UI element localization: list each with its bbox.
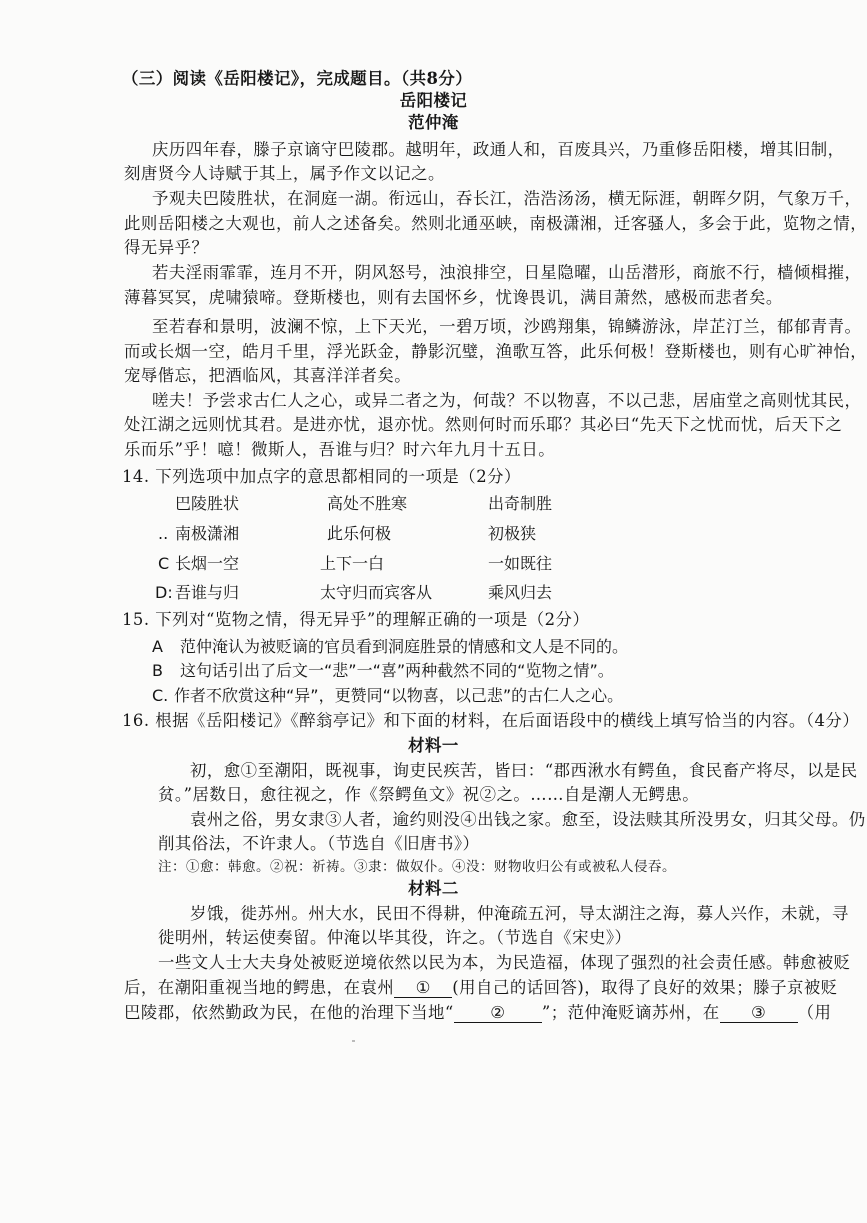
q14-choice: 出奇制胜 (488, 494, 553, 513)
material1-line: 初，愈①至潮阳，既视事，询吏民疾苦，皆曰：“郡西湫水有鳄鱼，食民畜产将尽，以是民 (190, 761, 858, 780)
essay-line: 刻唐贤今人诗赋于其上，属予作文以记之。 (124, 164, 445, 183)
q15-option-label: A (152, 637, 163, 656)
q14-choice: 太守归而宾客从 (320, 583, 433, 602)
essay-line: 而或长烟一空，皓月千里，浮光跃金，静影沉璧，渔歌互答，此乐何极！登斯楼也，则有心旷神怡， (124, 342, 867, 361)
q14-choice: 此乐何极 (327, 524, 392, 543)
essay-line: 处江湖之远则忧其君。是进亦忧，退亦忧。然则何时而乐耶？其必曰“先天下之忧而忧，后天下之 (124, 415, 843, 434)
q14-option-label: .. (158, 524, 169, 543)
material1-line: 削其俗法，不许隶人。（节选自《旧唐书》） (158, 834, 480, 853)
q15-option-label: B (152, 661, 163, 680)
q14-choice: 长烟一空 (175, 554, 240, 573)
essay-line: 得无异乎？ (124, 238, 209, 257)
q14-choice: 初极狭 (488, 524, 537, 543)
q16-stem: 16. 根据《岳阳楼记》《醉翁亭记》和下面的材料，在后面语段中的横线上填写恰当的内容。（4分） (122, 711, 860, 730)
q15-stem: 15. 下列对“览物之情，得无异乎”的理解正确的一项是（2分） (122, 610, 590, 629)
q16-text: （用 (797, 1003, 832, 1022)
essay-line: 乐而乐”乎！噫！微斯人，吾谁与归？时六年九月十五日。 (124, 440, 556, 459)
scan-speck (352, 1040, 355, 1042)
answer-blank-1[interactable]: ① (394, 979, 452, 998)
material2-line: 岁饿，徙苏州。州大水，民田不得耕，仲淹疏五河，导太湖注之海，募人兴作，未就，寻 (190, 904, 849, 923)
material2-line: 徙明州，转运使奏留。仲淹以毕其役，许之。（节选自《宋史》） (158, 928, 632, 947)
essay-line: 此则岳阳楼之大观也，前人之述备矣。然则北通巫峡，南极潇湘，迁客骚人，多会于此，览物之情， (124, 214, 867, 233)
q16-paragraph-line (124, 977, 838, 999)
answer-blank-2[interactable]: ② (454, 1004, 542, 1023)
q16-text: 后，在潮阳重视当地的鳄患，在袁州 (124, 978, 395, 997)
essay-line: 若夫淫雨霏霏，连月不开，阴风怒号，浊浪排空，日星隐曜，山岳潜形，商旅不行，樯倾楫摧， (152, 263, 862, 282)
answer-blank-3[interactable]: ③ (720, 1004, 798, 1023)
q15-option-text: 这句话引出了后文一“悲”一“喜”两种截然不同的“览物之情”。 (180, 661, 614, 680)
q15-option-text: 范仲淹认为被贬谪的官员看到洞庭胜景的情感和文人是不同的。 (180, 637, 629, 656)
q14-choice: 南极潇湘 (175, 524, 240, 543)
q15-option-text: 作者不欣赏这种“异”，更赞同“以物喜，以己悲”的古仁人之心。 (174, 686, 624, 705)
q14-choice: 吾谁与归 (175, 583, 240, 602)
material1-line: 袁州之俗，男女隶③人者，逾约则没④出钱之家。愈至，设法赎其所没男女，归其父母。仍 (190, 810, 866, 829)
essay-author: 范仲淹 (408, 113, 459, 132)
q16-paragraph-line (124, 1002, 831, 1024)
material1-line: 贫。”居数日，愈往视之，作《祭鳄鱼文》祝②之。……自是潮人无鳄患。 (158, 785, 700, 804)
q14-choice: 一如既往 (488, 554, 553, 573)
q14-option-label: D: (155, 583, 173, 602)
q14-choice: 巴陵胜状 (175, 494, 240, 513)
section-header: （三）阅读《岳阳楼记》，完成题目。（共8分） (122, 69, 473, 88)
q16-text: 巴陵郡，依然勤政为民，在他的治理下当地“ (124, 1003, 454, 1022)
essay-line: 庆历四年春，滕子京谪守巴陵郡。越明年，政通人和，百废具兴，乃重修岳阳楼，增其旧制， (152, 140, 845, 159)
essay-line: 予观夫巴陵胜状，在洞庭一湖。衔远山，吞长江，浩浩汤汤，横无际涯，朝晖夕阴，气象万千， (152, 189, 862, 208)
q16-text: (用自己的话回答)，取得了良好的效果；滕子京被贬 (452, 978, 838, 997)
q14-choice: 乘风归去 (488, 583, 553, 602)
essay-title: 岳阳楼记 (399, 91, 468, 110)
material1-note: 注：①愈：韩愈。②祝：祈祷。③隶：做奴仆。④没：财物收归公有或被私人侵吞。 (158, 859, 676, 875)
essay-line: 至若春和景明，波澜不惊，上下天光，一碧万顷，沙鸥翔集，锦鳞游泳，岸芷汀兰，郁郁青青。 (152, 317, 862, 336)
essay-line: 宠辱偕忘，把酒临风，其喜洋洋者矣。 (124, 366, 412, 385)
material2-title: 材料二 (408, 879, 459, 898)
q14-stem: 14. 下列选项中加点字的意思都相同的一项是（2分） (122, 467, 521, 486)
material1-title: 材料一 (408, 736, 459, 755)
essay-line: 嗟夫！予尝求古仁人之心，或异二者之为，何哉？不以物喜，不以己悲，居庙堂之高则忧其民， (152, 391, 862, 410)
q14-option-label: C (158, 554, 170, 573)
q15-option-label: C. (152, 686, 169, 705)
essay-line: 薄暮冥冥，虎啸猿啼。登斯楼也，则有去国怀乡，忧谗畏讥，满目萧然，感极而悲者矣。 (124, 288, 783, 307)
q14-choice: 上下一白 (320, 554, 385, 573)
q14-choice: 高处不胜寒 (327, 494, 408, 513)
q16-text: ”；范仲淹贬谪苏州，在 (541, 1003, 720, 1022)
q16-paragraph-line: 一些文人士大夫身处被贬逆境依然以民为本，为民造福，体现了强烈的社会责任感。韩愈被贬 (158, 953, 851, 972)
